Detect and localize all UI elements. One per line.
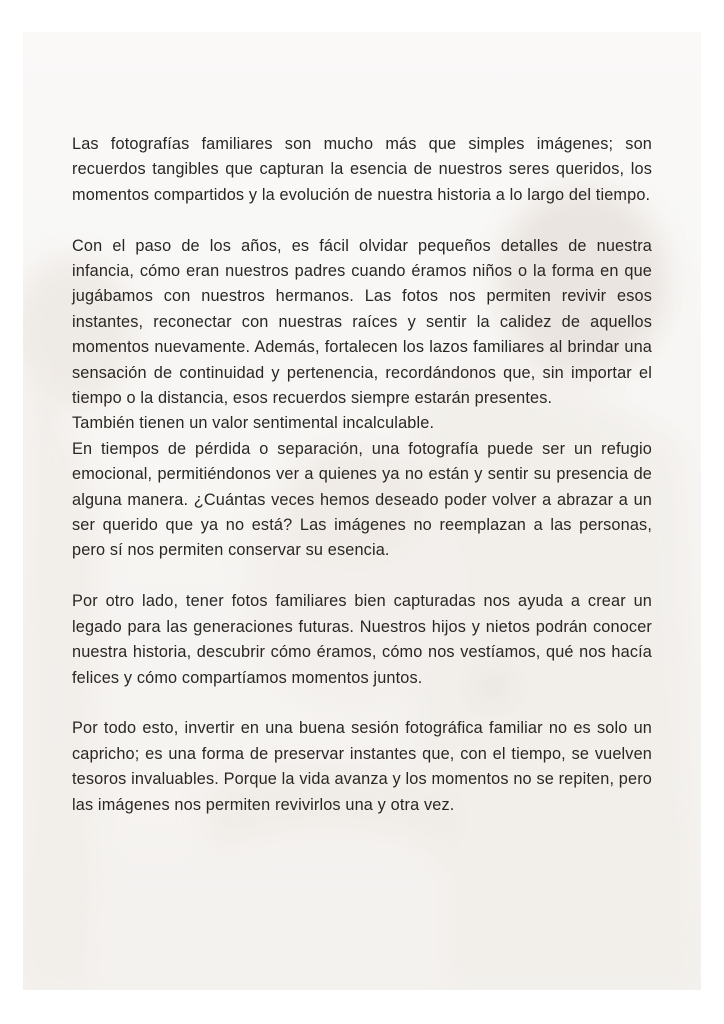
paragraph-legacy: Por otro lado, tener fotos familiares bien capturadas nos ayuda a crear un legado para las generaciones futuras. Nuestros hijos y nietos podrán conocer nuestra historia, descubrir cómo éramos, cómo nos vestíamos, qué nos hacía felices y cómo compartíamos momentos juntos.	[72, 592, 652, 687]
paragraph-intro: Las fotografías familiares son mucho más que simples imágenes; son recuerdos tangibles que capturan la esencia de nuestros seres queridos, los momentos compartidos y la evolución de nuestra historia a lo largo del tiempo.	[72, 135, 652, 204]
paragraph-memories: Con el paso de los años, es fácil olvidar pequeños detalles de nuestra infancia, cómo eran nuestros padres cuando éramos niños o la forma en que jugábamos con nuestros hermanos. Las fotos nos permiten revivir esos instantes, reconectar con nuestras raíces y sentir la calidez de aquellos momentos nuevamente. Además, fortalecen los lazos familiares al brindar una sensación de continuidad y pertenencia, recordándonos que, sin importar el tiempo o la distancia, esos recuerdos siempre estarán presentes.	[72, 236, 652, 408]
paragraph-sentimental-value: También tienen un valor sentimental incalculable.	[72, 414, 435, 433]
body-text	[72, 132, 652, 818]
paragraph-loss: En tiempos de pérdida o separación, una fotografía puede ser un refugio emocional, permitiéndonos ver a quienes ya no están y sentir su presencia de alguna manera. ¿Cuántas veces hemos deseado poder volver a abrazar a un ser querido que ya no está? Las imágenes no reemplazan a las personas, pero sí nos permiten conservar su esencia.	[72, 439, 652, 560]
paragraph-conclusion: Por todo esto, invertir en una buena sesión fotográfica familiar no es solo un capricho; es una forma de preservar instantes que, con el tiempo, se vuelven tesoros invaluables. Porque la vida avanza y los momentos no se repiten, pero las imágenes nos permiten revivirlos una y otra vez.	[72, 719, 652, 814]
